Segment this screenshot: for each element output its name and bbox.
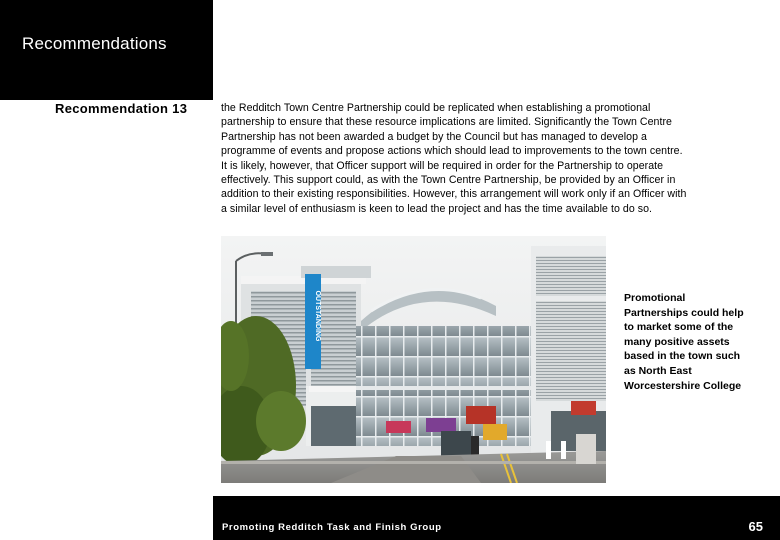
page-number: 65 — [748, 519, 763, 534]
recommendation-line: programme of events and propose actions which should lead to improvements to the town centre. — [221, 145, 683, 158]
right-building — [531, 246, 606, 461]
recommendation-line: the Redditch Town Centre Partnership could be replicated when establishing a promotional — [221, 102, 651, 114]
caption-line: Promotional — [624, 292, 686, 304]
caption-line: as North East — [624, 364, 692, 377]
caption-line: many positive assets — [624, 335, 730, 348]
header-block — [0, 0, 213, 100]
recommendation-line: partnership to ensure that these resource implications are limited. Significantly the Town Centre — [221, 116, 672, 129]
recommendation-line: a similar level of enthusiasm is keen to lead the project and has the time available to do so. — [221, 202, 653, 215]
recommendation-text — [221, 101, 761, 216]
blue-banner — [305, 274, 321, 369]
caption-line: based in the town such — [624, 350, 741, 363]
recommendation-line: addition to their existing responsibilities. However, this arrangement will work only if an Officer with — [221, 188, 687, 201]
photo-caption — [624, 291, 769, 393]
caption-line: to market some of the — [624, 321, 734, 334]
footer-block — [213, 496, 780, 540]
footer-group-name: Promoting Redditch Task and Finish Group — [222, 522, 442, 533]
banner-label: OUTSTANDING — [314, 290, 321, 342]
recommendation-line: It is likely, however, that Officer support will be required in order for the Partnership to operate — [221, 159, 664, 172]
recommendation-label: Recommendation 13 — [55, 101, 188, 116]
page-title: Recommendations — [22, 34, 167, 53]
caption-line: Worcestershire College — [624, 379, 742, 392]
recommendation-line: effectively. This support could, as with the Town Centre Partnership, be provided by an Officer in — [221, 174, 676, 187]
recommendation-line: Partnership has not been awarded a budget by the Council but has managed to develop a — [221, 130, 647, 143]
college-photo — [221, 236, 606, 483]
caption-line: Partnerships could help — [624, 306, 744, 319]
